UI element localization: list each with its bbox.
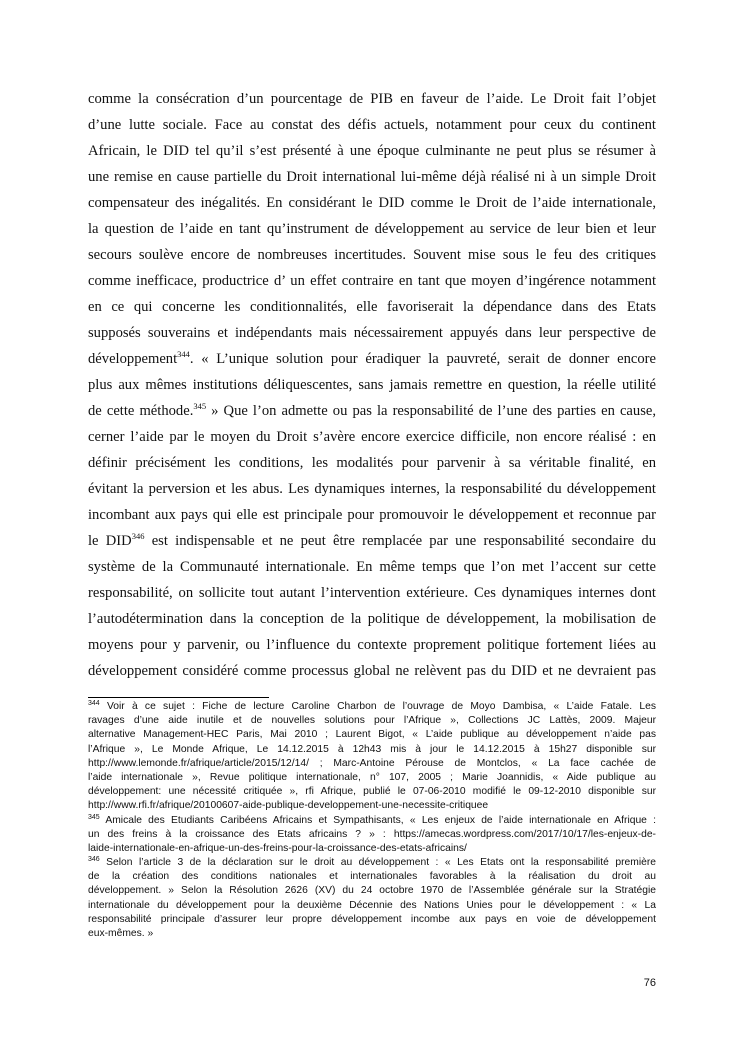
footnote-link[interactable]: http://www.rfi.fr/afrique/20100607-aide-publique-developpement-une-necessite-critiquee [88,800,489,812]
footnote-line: l’aide internationale », Revue politique internationale, n° 107, 2005 ; Marie Joannidis, « Aide publique au [88,771,656,783]
footnote-text: Voir à ce sujet : Fiche de lecture Caroline Charbon de l’ouvrage de Moyo Dambisa, « L’aide Fatale. Les [99,701,656,712]
body-line: l’autodétermination dans la conception de la politique de développement, la mobilisation de [88,611,656,627]
footnote-344 [88,700,656,814]
body-line: évitant la perversion et les abus. Les dynamiques internes, la responsabilité du développement [88,481,656,497]
footnote-line: ravages d’une aide inutile et de nouvelles solutions pour l’Afrique », Collections JC Lattès, 2009. Majeur [88,715,656,727]
page-number: 76 [643,977,656,989]
body-text-fragment: le DID [88,533,132,549]
body-line: Africain, le DID tel qu’il s’est présenté à une époque culminante ne peut plus se résumer à [88,143,656,159]
footnote-number: 345 [88,813,100,821]
body-line: système de la Communauté internationale. En même temps que l’on met l’accent sur cette [88,559,656,575]
footnote-text: Amicale des Etudiants Caribéens Africains et Sympathisants, « Les enjeux de l’aide internationale en Afrique : [99,814,656,826]
footnote-345 [88,814,656,857]
body-line: comme inefficace, productrice d’ un effet contraire en tant que moyen d’ingérence notamment [88,273,656,289]
footnote-line: de la création des conditions nationales et internationales favorables à la réalisation du droit au [88,871,656,883]
footnote-line [88,700,656,714]
body-line: secours soulève encore de nombreuses incertitudes. Souvent mise sous le feu des critiques [88,247,656,263]
body-line: développement considéré comme processus global ne relèvent pas du DID et ne devraient pas [88,663,656,679]
footnote-line: internationale du développement pour la deuxième Décennie des Nations Unies pour le développement : « La [88,899,656,911]
body-line: supposés souverains et indépendants mais nécessairement appuyés dans leur perspective de [88,325,656,341]
body-text-fragment: de cette méthode. [88,403,194,419]
footnote-number: 346 [88,856,100,864]
footnote-line: un des freins à la croissance des Etats africains ? » : https://amecas.wordpress.com/2017/10/17/les-enjeux-de- [88,828,656,840]
body-text-fragment: . « L’unique solution pour éradiquer la pauvreté, serait de donner encore [189,351,656,367]
footnote-line: responsabilité principale d’assurer leur propre développement incombe aux pays en voie de développement [88,913,656,925]
footnote-line: eux-mêmes. » [88,928,154,939]
body-line: cerner l’aide par le moyen du Droit s’avère encore exercice difficile, non encore réalisé : en [88,429,656,445]
body-line: comme la consécration d’un pourcentage de PIB en faveur de l’aide. Le Droit fait l’objet [88,91,656,107]
footnote-line: développement: une nécessité critiquée », rfi Afrique, publié le 07-06-2010 modifié le 09-12-2010 disponible sur [88,786,656,798]
body-line [88,528,656,554]
body-text [88,86,656,684]
footnote-ref-345[interactable]: 345 [193,401,207,411]
footnote-text: Selon l’article 3 de la déclaration sur le droit au développement : « Les Etats ont la responsabilité première [99,857,656,869]
footnote-link[interactable]: laide-internationale-en-afrique-un-des-freins-pour-la-croissance-des-etats-africains/ [88,842,467,854]
body-line: moyens pour y parvenir, ou l’influence du contexte proprement politique fortement liées au [88,637,656,653]
footnote-346 [88,856,656,941]
body-line: plus aux mêmes institutions déliquescentes, sans jamais remettre en question, la réelle utilité [88,377,656,393]
body-line: définir précisément les conditions, les modalités pour parvenir à sa véritable finalité, en [88,455,656,471]
footnote-separator [88,697,269,698]
body-line: la question de l’aide en tant qu’instrument de développement au service de leur bien et leur [88,221,656,237]
body-line: compensateur des inégalités. En considérant le DID comme le Droit de l’aide internationale, [88,195,656,211]
body-line [88,398,656,424]
footnote-line: http://www.lemonde.fr/afrique/article/2015/12/14/ ; Marc-Antoine Pérouse de Montclos, « La face cachée de [88,757,656,769]
footnote-ref-344[interactable]: 344 [177,349,190,359]
body-line [88,346,656,372]
footnote-line: l’Afrique », Le Monde Afrique, Le 14.12.2015 à 12h43 mis à jour le 14.12.2015 à 15h27 disponible sur [88,743,656,755]
body-line: d’une lutte sociale. Face au constat des défis actuels, notamment pour ceux du continent [88,117,656,133]
body-text-fragment: développement [88,351,178,367]
body-line: une remise en cause partielle du Droit international lui-même déjà réalisé ni à un simple Droit [88,169,656,185]
body-line: incombant aux pays qui elle est principale pour promouvoir le développement et reconnue par [88,507,656,523]
footnote-line: alternative Management-HEC Paris, Mai 2010 ; Laurent Bigot, « L’aide publique au développement n’aide pas [88,729,656,741]
body-text-fragment: » Que l’on admette ou pas la responsabilité de l’une des parties en cause, [206,403,656,419]
body-text-fragment: est indispensable et ne peut être remplacée par une responsabilité secondaire du [144,533,656,549]
footnote-ref-346[interactable]: 346 [131,531,145,541]
footnote-line [88,856,656,870]
footnote-line [88,814,656,828]
body-line: en ce qui concerne les conditionnalités, elle favoriserait la dépendance dans des Etats [88,299,656,315]
body-line: responsabilité, on sollicite tout autant l’intervention extérieure. Ces dynamiques internes dont [88,585,656,601]
footnotes [88,700,656,941]
footnote-number: 344 [88,700,100,707]
footnote-line: développement. » Selon la Résolution 2626 (XV) du 24 octobre 1970 de l’Assemblée générale sur la Stratégie [88,885,656,897]
